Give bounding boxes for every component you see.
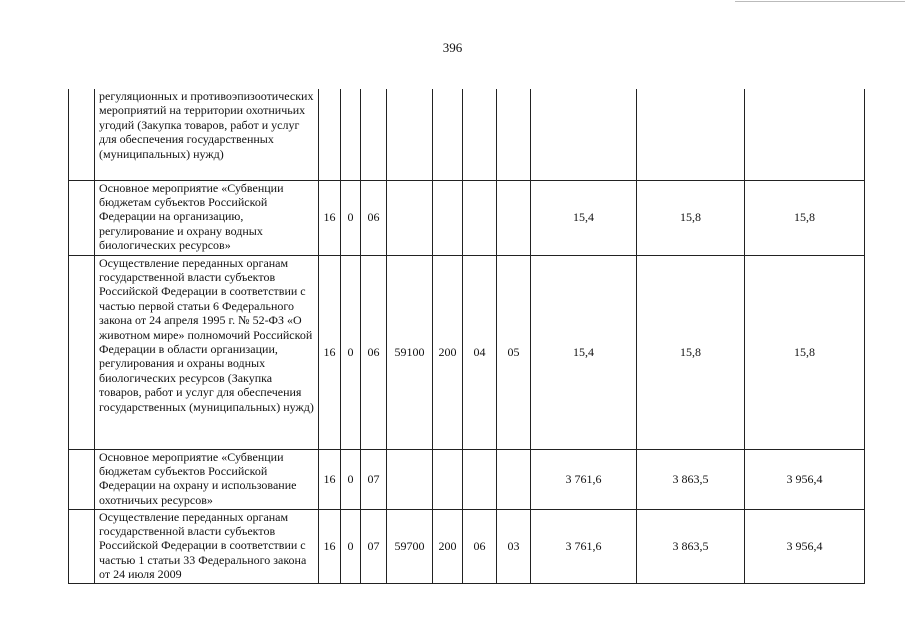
table-row [69,180,865,255]
expense-type-cell [433,89,463,180]
budget-table [68,89,865,584]
year2-value: 3 863,5 [637,509,745,583]
index-cell [69,509,95,583]
gp-cell: 16 [319,255,341,449]
section-cell [463,89,497,180]
om-cell: 06 [361,255,387,449]
direction-cell: 59700 [387,509,433,583]
expense-type-cell: 200 [433,255,463,449]
index-cell [69,89,95,180]
subsection-cell [497,89,531,180]
name-cell: регуляционных и противоэпизоотических мероприятий на территории охотничьих угодий (Закупка товаров, работ и услуг для обеспечения государственных (муниципальных) нужд) [95,89,319,180]
year1-value: 15,4 [531,180,637,255]
subsection-cell: 03 [497,509,531,583]
om-cell: 07 [361,449,387,509]
subsection-cell [497,449,531,509]
pgp-cell: 0 [341,255,361,449]
index-cell [69,180,95,255]
om-cell [361,89,387,180]
om-cell: 07 [361,509,387,583]
year2-value [637,89,745,180]
expense-type-cell [433,449,463,509]
section-cell: 06 [463,509,497,583]
year3-value: 3 956,4 [745,509,865,583]
year2-value: 3 863,5 [637,449,745,509]
table-row [69,449,865,509]
section-cell [463,180,497,255]
year2-value: 15,8 [637,255,745,449]
pgp-cell: 0 [341,509,361,583]
year3-value: 3 956,4 [745,449,865,509]
subsection-cell [497,180,531,255]
table-row [69,509,865,583]
year1-value [531,89,637,180]
section-cell [463,449,497,509]
table-row [69,89,865,180]
year1-value: 15,4 [531,255,637,449]
direction-cell [387,180,433,255]
gp-cell: 16 [319,509,341,583]
om-cell: 06 [361,180,387,255]
direction-cell [387,449,433,509]
year1-value: 3 761,6 [531,449,637,509]
name-cell: Основное мероприятие «Субвенции бюджетам субъектов Российской Федерации на организацию, регулирование и охрану водных биологических ресурсов» [95,180,319,255]
gp-cell: 16 [319,180,341,255]
expense-type-cell: 200 [433,509,463,583]
subsection-cell: 05 [497,255,531,449]
year1-value: 3 761,6 [531,509,637,583]
name-cell: Осуществление переданных органам государственной власти субъектов Российской Федерации в соответствии с частью 1 статьи 33 Федерального закона от 24 июля 2009 [95,509,319,583]
page-number: 396 [442,40,463,55]
direction-cell [387,89,433,180]
name-cell: Осуществление переданных органам государственной власти субъектов Российской Федерации в соответствии с частью первой статьи 6 Федерального закона от 24 апреля 1995 г. № 52-ФЗ «О животном мире» полномочий Российской Федерации в области организации, регулирования и охраны водных биологических ресурсов (Закупка товаров, работ и услуг для обеспечения государственных (муниципальных) нужд) [95,255,319,449]
direction-cell: 59100 [387,255,433,449]
index-cell [69,449,95,509]
pgp-cell: 0 [341,180,361,255]
name-cell: Основное мероприятие «Субвенции бюджетам субъектов Российской Федерации на охрану и использование охотничьих ресурсов» [95,449,319,509]
gp-cell [319,89,341,180]
section-cell: 04 [463,255,497,449]
index-cell [69,255,95,449]
gp-cell: 16 [319,449,341,509]
year2-value: 15,8 [637,180,745,255]
expense-type-cell [433,180,463,255]
scan-edge-line [735,1,905,2]
table-row [69,255,865,449]
pgp-cell [341,89,361,180]
year3-value [745,89,865,180]
year3-value: 15,8 [745,180,865,255]
pgp-cell: 0 [341,449,361,509]
year3-value: 15,8 [745,255,865,449]
